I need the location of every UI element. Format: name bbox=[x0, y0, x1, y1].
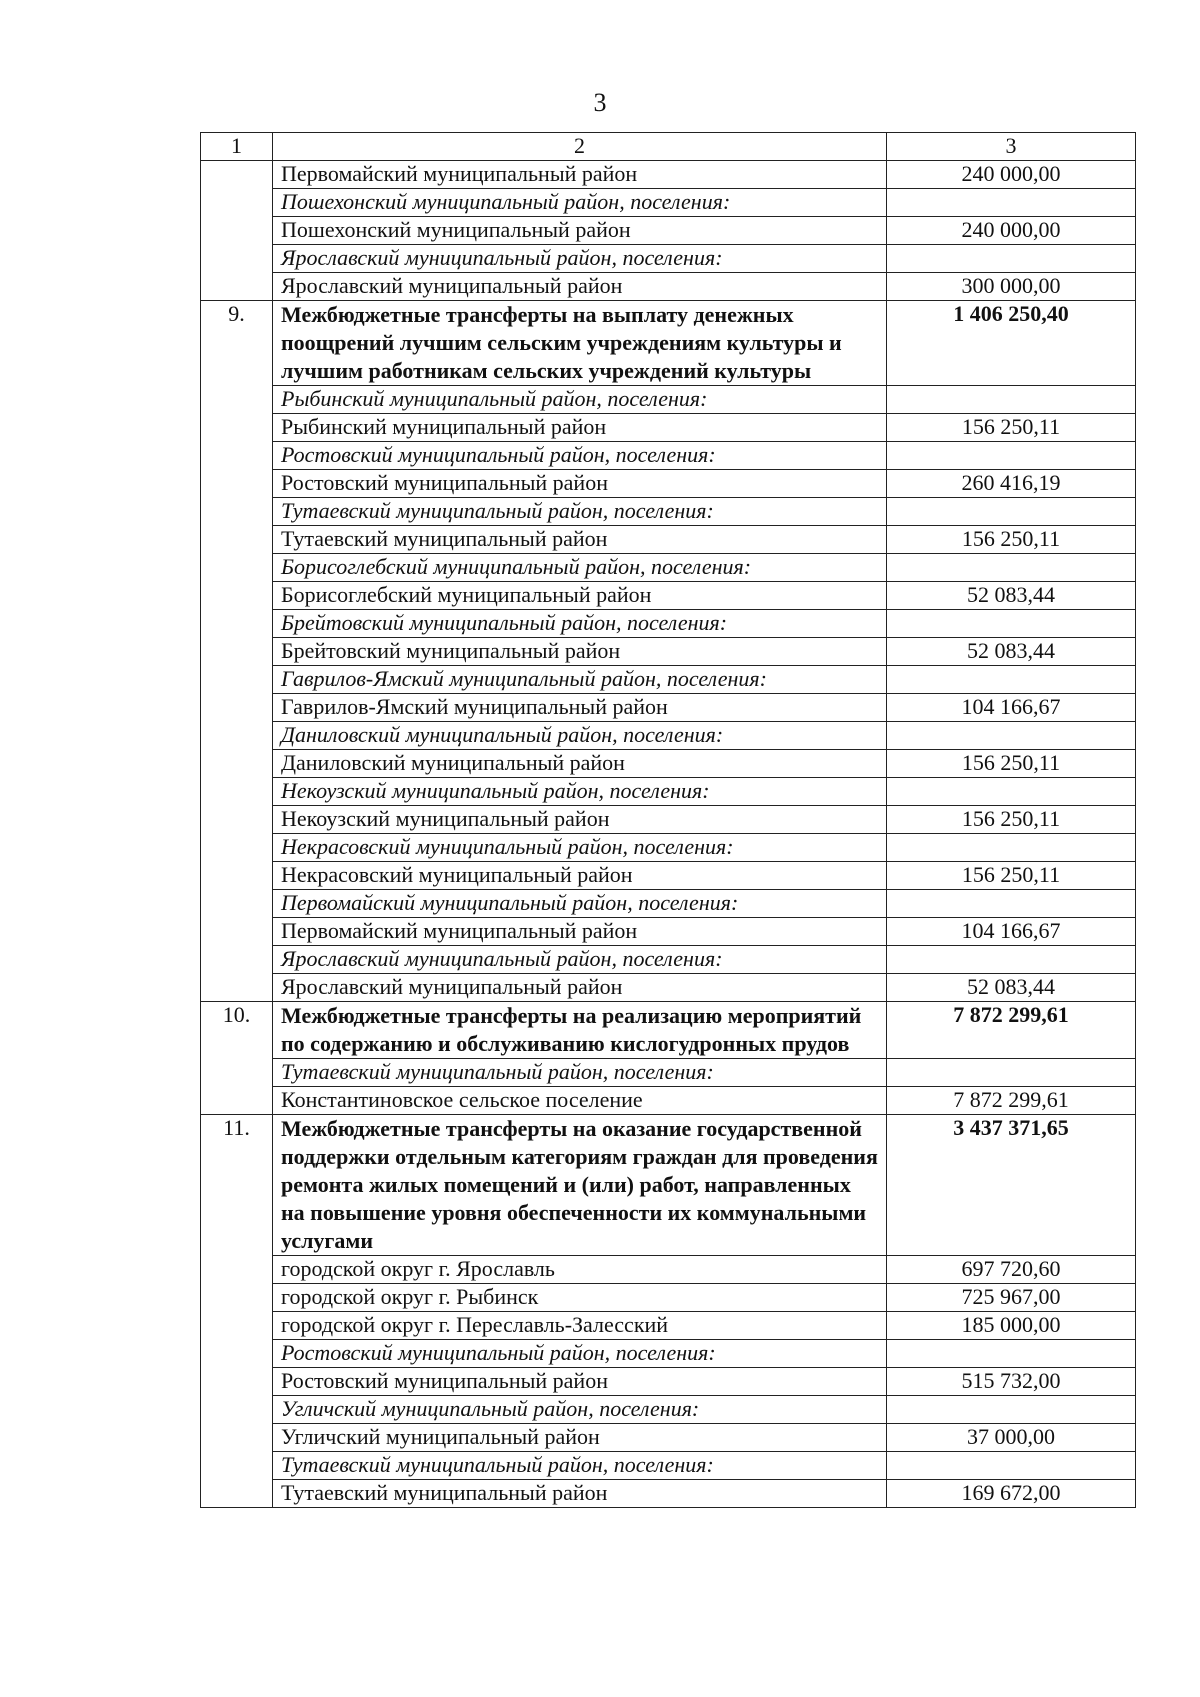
subheading-row bbox=[201, 498, 1136, 526]
amount: 156 250,11 bbox=[887, 806, 1136, 834]
district-subheading: Ярославский муниципальный район, поселения: bbox=[273, 946, 887, 974]
row-number bbox=[201, 526, 273, 554]
subheading-row bbox=[201, 189, 1136, 217]
recipient-name: Даниловский муниципальный район bbox=[273, 750, 887, 778]
header-col-3: 3 bbox=[887, 133, 1136, 161]
recipient-name: Угличский муниципальный район bbox=[273, 1424, 887, 1452]
row-number bbox=[201, 442, 273, 470]
amount bbox=[887, 554, 1136, 582]
row-number bbox=[201, 890, 273, 918]
amount bbox=[887, 245, 1136, 273]
amount: 156 250,11 bbox=[887, 414, 1136, 442]
amount: 725 967,00 bbox=[887, 1284, 1136, 1312]
amount: 156 250,11 bbox=[887, 862, 1136, 890]
table-row bbox=[201, 414, 1136, 442]
row-number bbox=[201, 498, 273, 526]
section-total-amount: 7 872 299,61 bbox=[887, 1002, 1136, 1059]
subheading-row bbox=[201, 442, 1136, 470]
amount: 52 083,44 bbox=[887, 638, 1136, 666]
amount bbox=[887, 1059, 1136, 1087]
section-total-row bbox=[201, 1115, 1136, 1256]
amount: 240 000,00 bbox=[887, 217, 1136, 245]
table-row bbox=[201, 694, 1136, 722]
subheading-row bbox=[201, 722, 1136, 750]
table-row bbox=[201, 806, 1136, 834]
subheading-row bbox=[201, 554, 1136, 582]
table-row bbox=[201, 1256, 1136, 1284]
amount bbox=[887, 442, 1136, 470]
row-number bbox=[201, 946, 273, 974]
amount: 300 000,00 bbox=[887, 273, 1136, 301]
amount bbox=[887, 498, 1136, 526]
subheading-row bbox=[201, 890, 1136, 918]
amount bbox=[887, 834, 1136, 862]
section-title: Межбюджетные трансферты на реализацию мероприятий по содержанию и обслуживанию кислогудронных прудов bbox=[273, 1002, 887, 1059]
row-number bbox=[201, 610, 273, 638]
amount: 260 416,19 bbox=[887, 470, 1136, 498]
subheading-row bbox=[201, 834, 1136, 862]
amount bbox=[887, 1396, 1136, 1424]
district-subheading: Угличский муниципальный район, поселения: bbox=[273, 1396, 887, 1424]
table-row bbox=[201, 273, 1136, 301]
district-subheading: Пошехонский муниципальный район, поселения: bbox=[273, 189, 887, 217]
row-number bbox=[201, 386, 273, 414]
row-number bbox=[201, 834, 273, 862]
table-row bbox=[201, 582, 1136, 610]
district-subheading: Рыбинский муниципальный район, поселения: bbox=[273, 386, 887, 414]
amount: 52 083,44 bbox=[887, 582, 1136, 610]
row-number bbox=[201, 161, 273, 189]
subheading-row bbox=[201, 946, 1136, 974]
amount: 169 672,00 bbox=[887, 1480, 1136, 1508]
subheading-row bbox=[201, 666, 1136, 694]
amount bbox=[887, 778, 1136, 806]
amount bbox=[887, 1340, 1136, 1368]
amount: 7 872 299,61 bbox=[887, 1087, 1136, 1115]
row-number: 9. bbox=[201, 301, 273, 386]
section-total-row bbox=[201, 1002, 1136, 1059]
table-row bbox=[201, 918, 1136, 946]
row-number bbox=[201, 638, 273, 666]
table-row bbox=[201, 470, 1136, 498]
row-number bbox=[201, 1284, 273, 1312]
table-row bbox=[201, 1087, 1136, 1115]
subheading-row bbox=[201, 1340, 1136, 1368]
amount: 156 250,11 bbox=[887, 526, 1136, 554]
district-subheading: Некоузский муниципальный район, поселения: bbox=[273, 778, 887, 806]
row-number bbox=[201, 1396, 273, 1424]
amount bbox=[887, 890, 1136, 918]
recipient-name: Пошехонский муниципальный район bbox=[273, 217, 887, 245]
page-number: 3 bbox=[593, 88, 607, 117]
row-number bbox=[201, 470, 273, 498]
subheading-row bbox=[201, 245, 1136, 273]
row-number bbox=[201, 273, 273, 301]
row-number bbox=[201, 1452, 273, 1480]
district-subheading: Гаврилов-Ямский муниципальный район, поселения: bbox=[273, 666, 887, 694]
recipient-name: Тутаевский муниципальный район bbox=[273, 1480, 887, 1508]
amount bbox=[887, 386, 1136, 414]
recipient-name: Первомайский муниципальный район bbox=[273, 918, 887, 946]
recipient-name: Ярославский муниципальный район bbox=[273, 974, 887, 1002]
amount: 156 250,11 bbox=[887, 750, 1136, 778]
row-number bbox=[201, 806, 273, 834]
recipient-name: городской округ г. Ярославль bbox=[273, 1256, 887, 1284]
row-number bbox=[201, 722, 273, 750]
row-number bbox=[201, 554, 273, 582]
section-title: Межбюджетные трансферты на оказание государственной поддержки отдельным категориям граждан для проведения ремонта жилых помещений и (или) работ, направленных на повышение уровня обеспеченности их коммунальными услугами bbox=[273, 1115, 887, 1256]
recipient-name: Ярославский муниципальный район bbox=[273, 273, 887, 301]
district-subheading: Тутаевский муниципальный район, поселения: bbox=[273, 1059, 887, 1087]
row-number bbox=[201, 974, 273, 1002]
row-number bbox=[201, 582, 273, 610]
row-number bbox=[201, 1368, 273, 1396]
recipient-name: Некоузский муниципальный район bbox=[273, 806, 887, 834]
amount bbox=[887, 666, 1136, 694]
amount: 515 732,00 bbox=[887, 1368, 1136, 1396]
row-number bbox=[201, 245, 273, 273]
recipient-name: городской округ г. Рыбинск bbox=[273, 1284, 887, 1312]
recipient-name: Первомайский муниципальный район bbox=[273, 161, 887, 189]
district-subheading: Ростовский муниципальный район, поселения: bbox=[273, 442, 887, 470]
header-col-2: 2 bbox=[273, 133, 887, 161]
row-number bbox=[201, 862, 273, 890]
recipient-name: Тутаевский муниципальный район bbox=[273, 526, 887, 554]
table-row bbox=[201, 217, 1136, 245]
section-title: Межбюджетные трансферты на выплату денежных поощрений лучшим сельским учреждениям культуры и лучшим работникам сельских учреждений культуры bbox=[273, 301, 887, 386]
recipient-name: Брейтовский муниципальный район bbox=[273, 638, 887, 666]
subheading-row bbox=[201, 610, 1136, 638]
table-row bbox=[201, 750, 1136, 778]
amount: 697 720,60 bbox=[887, 1256, 1136, 1284]
table-row bbox=[201, 1284, 1136, 1312]
table-row bbox=[201, 526, 1136, 554]
recipient-name: Константиновское сельское поселение bbox=[273, 1087, 887, 1115]
amount bbox=[887, 1452, 1136, 1480]
amount: 52 083,44 bbox=[887, 974, 1136, 1002]
table-row bbox=[201, 1368, 1136, 1396]
row-number bbox=[201, 1256, 273, 1284]
row-number: 10. bbox=[201, 1002, 273, 1059]
subheading-row bbox=[201, 1059, 1136, 1087]
amount: 240 000,00 bbox=[887, 161, 1136, 189]
district-subheading: Ростовский муниципальный район, поселения: bbox=[273, 1340, 887, 1368]
table-row bbox=[201, 638, 1136, 666]
recipient-name: Ростовский муниципальный район bbox=[273, 470, 887, 498]
row-number bbox=[201, 666, 273, 694]
table-row bbox=[201, 1424, 1136, 1452]
row-number bbox=[201, 1312, 273, 1340]
recipient-name: Ростовский муниципальный район bbox=[273, 1368, 887, 1396]
amount: 104 166,67 bbox=[887, 694, 1136, 722]
amount bbox=[887, 946, 1136, 974]
table-row bbox=[201, 1480, 1136, 1508]
district-subheading: Брейтовский муниципальный район, поселения: bbox=[273, 610, 887, 638]
row-number bbox=[201, 1340, 273, 1368]
section-total-amount: 3 437 371,65 bbox=[887, 1115, 1136, 1256]
district-subheading: Тутаевский муниципальный район, поселения: bbox=[273, 498, 887, 526]
district-subheading: Ярославский муниципальный район, поселения: bbox=[273, 245, 887, 273]
subheading-row bbox=[201, 1396, 1136, 1424]
header-col-1: 1 bbox=[201, 133, 273, 161]
recipient-name: городской округ г. Переславль-Залесский bbox=[273, 1312, 887, 1340]
district-subheading: Борисоглебский муниципальный район, поселения: bbox=[273, 554, 887, 582]
recipient-name: Гаврилов-Ямский муниципальный район bbox=[273, 694, 887, 722]
amount bbox=[887, 610, 1136, 638]
amount: 37 000,00 bbox=[887, 1424, 1136, 1452]
district-subheading: Некрасовский муниципальный район, поселения: bbox=[273, 834, 887, 862]
row-number bbox=[201, 1480, 273, 1508]
row-number bbox=[201, 189, 273, 217]
subheading-row bbox=[201, 386, 1136, 414]
table-row bbox=[201, 862, 1136, 890]
table-header-row bbox=[201, 133, 1136, 161]
amount: 185 000,00 bbox=[887, 1312, 1136, 1340]
row-number bbox=[201, 778, 273, 806]
recipient-name: Рыбинский муниципальный район bbox=[273, 414, 887, 442]
recipient-name: Некрасовский муниципальный район bbox=[273, 862, 887, 890]
row-number bbox=[201, 217, 273, 245]
section-total-row bbox=[201, 301, 1136, 386]
row-number bbox=[201, 918, 273, 946]
district-subheading: Первомайский муниципальный район, поселения: bbox=[273, 890, 887, 918]
row-number bbox=[201, 1424, 273, 1452]
row-number bbox=[201, 414, 273, 442]
table-row bbox=[201, 1312, 1136, 1340]
amount: 104 166,67 bbox=[887, 918, 1136, 946]
table-row bbox=[201, 161, 1136, 189]
row-number: 11. bbox=[201, 1115, 273, 1256]
recipient-name: Борисоглебский муниципальный район bbox=[273, 582, 887, 610]
budget-table bbox=[200, 132, 1136, 1508]
amount bbox=[887, 189, 1136, 217]
amount bbox=[887, 722, 1136, 750]
section-total-amount: 1 406 250,40 bbox=[887, 301, 1136, 386]
subheading-row bbox=[201, 1452, 1136, 1480]
district-subheading: Тутаевский муниципальный район, поселения: bbox=[273, 1452, 887, 1480]
row-number bbox=[201, 694, 273, 722]
table-row bbox=[201, 974, 1136, 1002]
row-number bbox=[201, 1059, 273, 1087]
budget-table-body bbox=[201, 133, 1136, 1508]
row-number bbox=[201, 750, 273, 778]
subheading-row bbox=[201, 778, 1136, 806]
row-number bbox=[201, 1087, 273, 1115]
district-subheading: Даниловский муниципальный район, поселения: bbox=[273, 722, 887, 750]
